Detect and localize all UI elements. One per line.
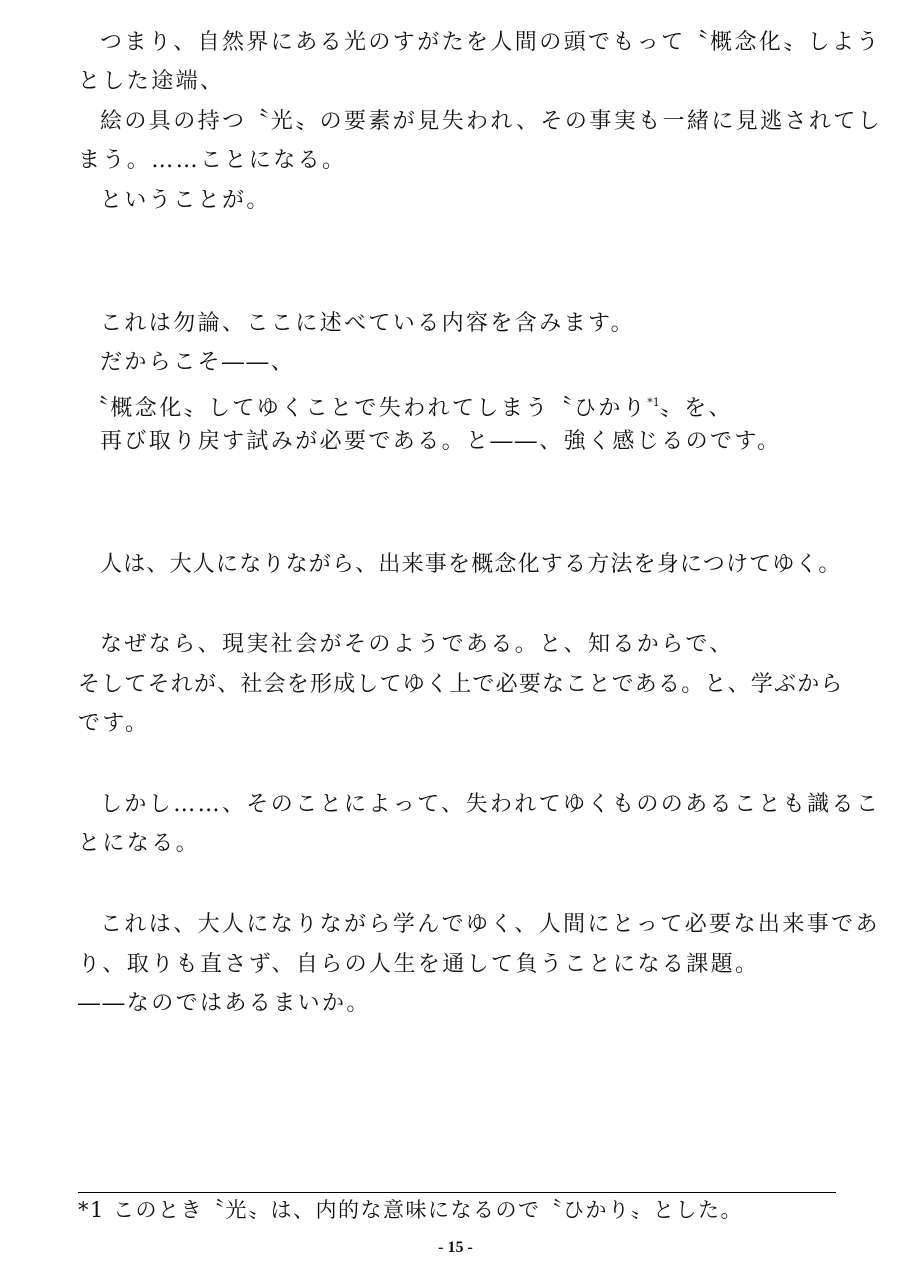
body-line: これは勿論、ここに述べている内容を含みます。	[100, 311, 636, 336]
body-line: です。	[78, 711, 150, 736]
body-line: なぜなら、現実社会がそのようである。と、知るからで、	[100, 632, 734, 657]
body-line: 再び取り戻す試みが必要である。と――、強く感じるのです。	[100, 429, 782, 454]
body-text: 〟を、	[659, 396, 733, 421]
body-line: 人は、大人になりながら、出来事を概念化する方法を身につけてゆく。	[100, 552, 842, 577]
body-line: ということが。	[100, 188, 271, 213]
page-number: - 15 -	[438, 1239, 473, 1256]
body-line: り、取りも直さず、自らの人生を通して負うことになる課題。	[78, 952, 760, 977]
body-line: つまり、自然界にある光のすがたを人間の頭でもって〝概念化〟しよう	[100, 30, 881, 55]
footnote: *1 このとき〝光〟は、内的な意味になるので〝ひかり〟とした。	[78, 1198, 744, 1222]
body-line: しかし……、そのことによって、失われてゆくもののあることも識るこ	[100, 792, 881, 817]
body-line-with-footnote-ref	[86, 383, 846, 423]
body-line: だからこそ――、	[100, 350, 296, 375]
body-line: まう。……ことになる。	[78, 148, 347, 173]
body-text: 〝概念化〟してゆくことで失われてしまう〝ひかり	[86, 396, 648, 421]
body-line: とになる。	[78, 831, 201, 856]
body-line: ――なのではあるまいか。	[78, 991, 371, 1016]
footnote-reference: *1	[647, 396, 660, 409]
body-line: そしてそれが、社会を形成してゆく上で必要なことである。と、学ぶから	[78, 672, 844, 697]
body-line: とした途端、	[78, 69, 225, 94]
body-line: これは、大人になりながら学んでゆく、人間にとって必要な出来事であ	[100, 912, 880, 937]
body-line: 絵の具の持つ〝光〟の要素が見失われ、その事実も一緒に見逃されてし	[100, 109, 883, 134]
